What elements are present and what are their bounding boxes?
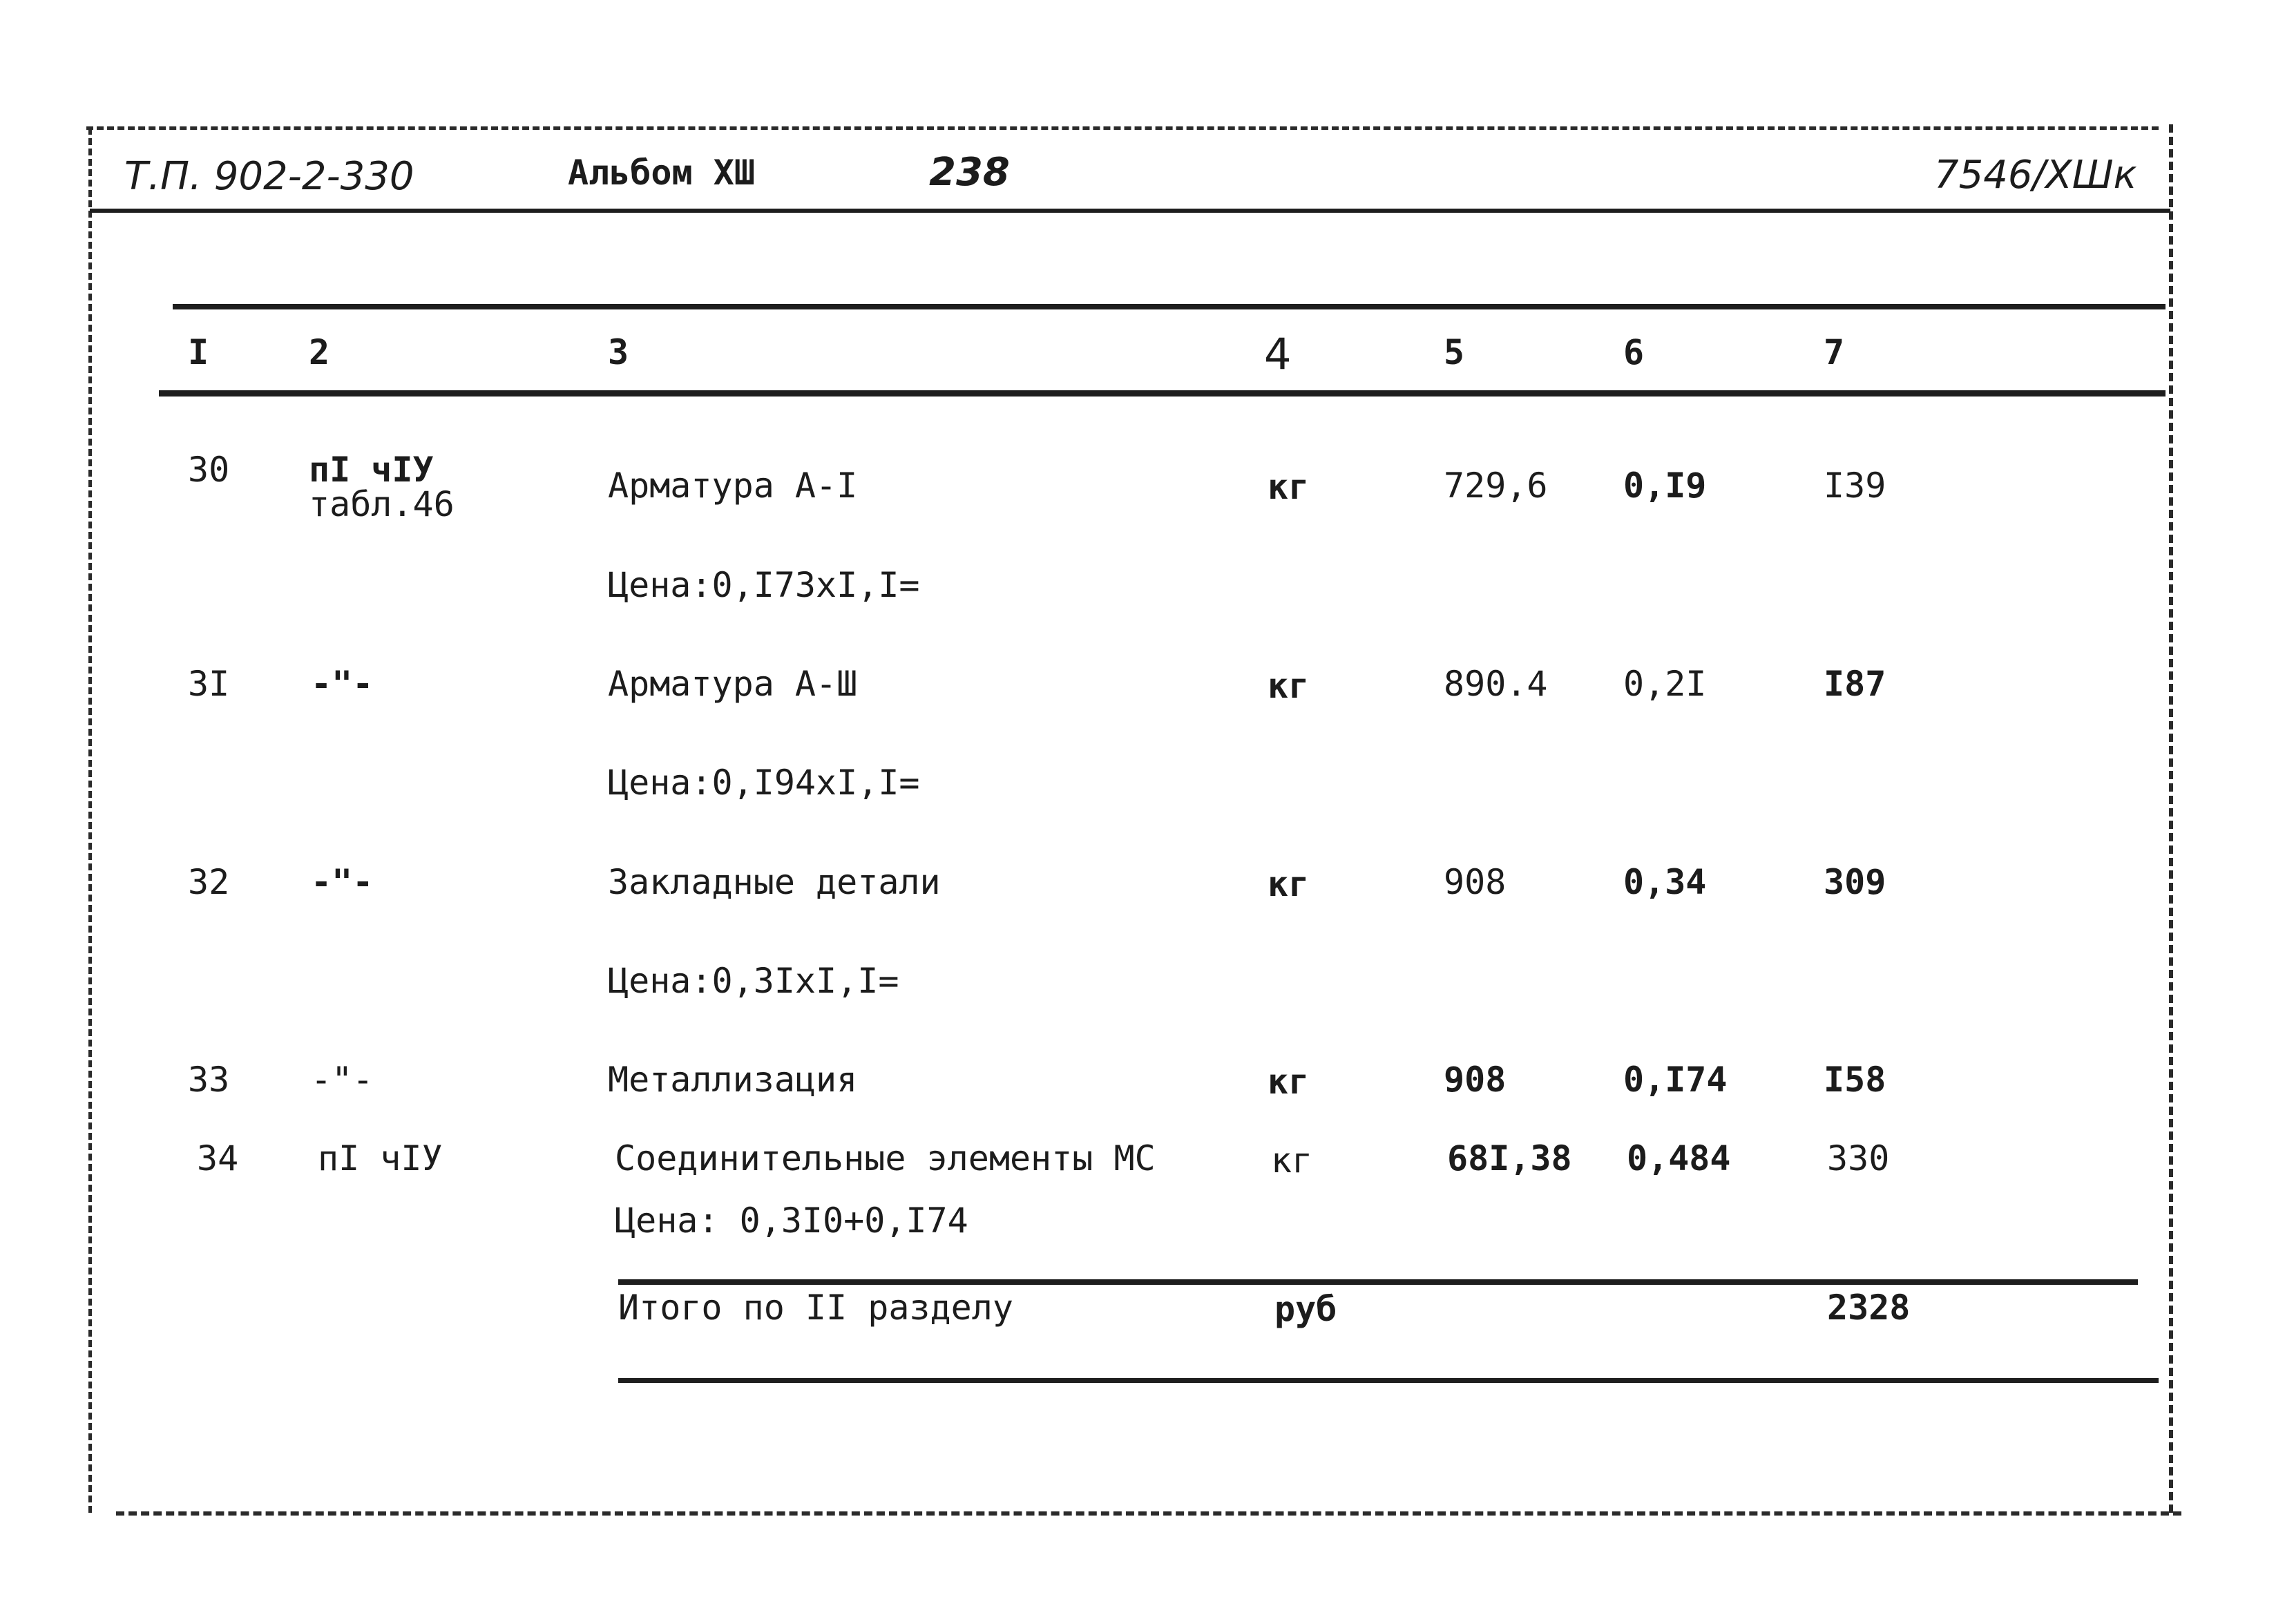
row-31-price: 0,2I [1623, 664, 1707, 704]
row-34-price-note: Цена: 0,3I0+0,I74 [615, 1201, 968, 1241]
row-30-number: 30 [188, 450, 230, 490]
row-32-reference: -"- [311, 862, 374, 902]
column-header-6: 6 [1623, 332, 1645, 372]
summary-label: Итого по II разделу [618, 1288, 1013, 1328]
row-33-price: 0,I74 [1623, 1060, 1728, 1100]
row-34-number: 34 [197, 1138, 239, 1178]
row-32-quantity: 908 [1444, 862, 1507, 902]
row-31-name: Арматура А-Ш [608, 664, 858, 704]
row-33-unit: кг [1268, 1062, 1310, 1102]
table-header-rule [159, 390, 2166, 397]
row-30-total: I39 [1824, 466, 1886, 506]
row-30-reference-table: табл.46 [309, 484, 455, 524]
row-32-price-note: Цена:0,3IхI,I= [608, 961, 899, 1001]
row-34-price: 0,484 [1627, 1138, 1731, 1178]
row-30-name: Арматура А-I [608, 466, 858, 506]
row-33-total: I58 [1824, 1060, 1886, 1100]
column-header-7: 7 [1824, 332, 1845, 372]
row-32-number: 32 [188, 862, 230, 902]
row-30-unit: кг [1268, 467, 1310, 507]
row-33-quantity: 908 [1444, 1060, 1507, 1100]
row-34-reference: пI чIУ [318, 1138, 443, 1178]
row-31-unit: кг [1268, 666, 1310, 706]
column-header-1: I [188, 332, 209, 372]
row-31-number: 3I [188, 664, 230, 704]
row-34-unit: кг [1271, 1140, 1313, 1181]
frame-left-border [88, 128, 92, 1513]
row-31-quantity: 890.4 [1444, 664, 1548, 704]
row-31-total: I87 [1824, 664, 1886, 704]
frame-right-border [2169, 124, 2173, 1513]
row-32-name: Закладные детали [608, 862, 941, 902]
row-33-reference: -"- [311, 1060, 374, 1100]
row-34-name: Соединительные элементы МС [615, 1138, 1156, 1178]
row-33-name: Металлизация [608, 1060, 858, 1100]
row-32-unit: кг [1268, 864, 1310, 904]
table-top-rule [173, 304, 2166, 309]
row-33-number: 33 [188, 1060, 230, 1100]
row-30-price-note: Цена:0,I73хI,I= [608, 565, 920, 605]
row-31-reference: -"- [311, 664, 374, 704]
sheet-code: 7546/ХШк [1934, 153, 2137, 198]
frame-bottom-border [116, 1511, 2181, 1516]
row-31-price-note: Цена:0,I94хI,I= [608, 763, 920, 803]
column-header-4: 4 [1264, 329, 1292, 379]
row-34-quantity: 68I,38 [1447, 1138, 1572, 1178]
album-label: Альбом ХШ [568, 153, 755, 193]
column-header-5: 5 [1444, 332, 1465, 372]
summary-bottom-rule [618, 1378, 2159, 1383]
column-header-3: 3 [608, 332, 629, 372]
row-32-price: 0,34 [1623, 862, 1707, 902]
row-30-quantity: 729,6 [1444, 466, 1548, 506]
row-30-reference: пI чIУ [309, 450, 434, 490]
project-code: Т.П. 902-2-330 [124, 154, 414, 199]
row-34-total: 330 [1827, 1138, 1890, 1178]
row-32-total: 309 [1824, 862, 1886, 902]
summary-total: 2328 [1827, 1288, 1911, 1328]
column-header-2: 2 [309, 332, 330, 372]
summary-top-rule [618, 1279, 2138, 1285]
frame-top-border [86, 126, 2159, 130]
page-number: 238 [929, 150, 1010, 195]
header-divider [90, 209, 2170, 213]
row-30-price: 0,I9 [1623, 466, 1707, 506]
summary-unit: руб [1274, 1289, 1337, 1329]
